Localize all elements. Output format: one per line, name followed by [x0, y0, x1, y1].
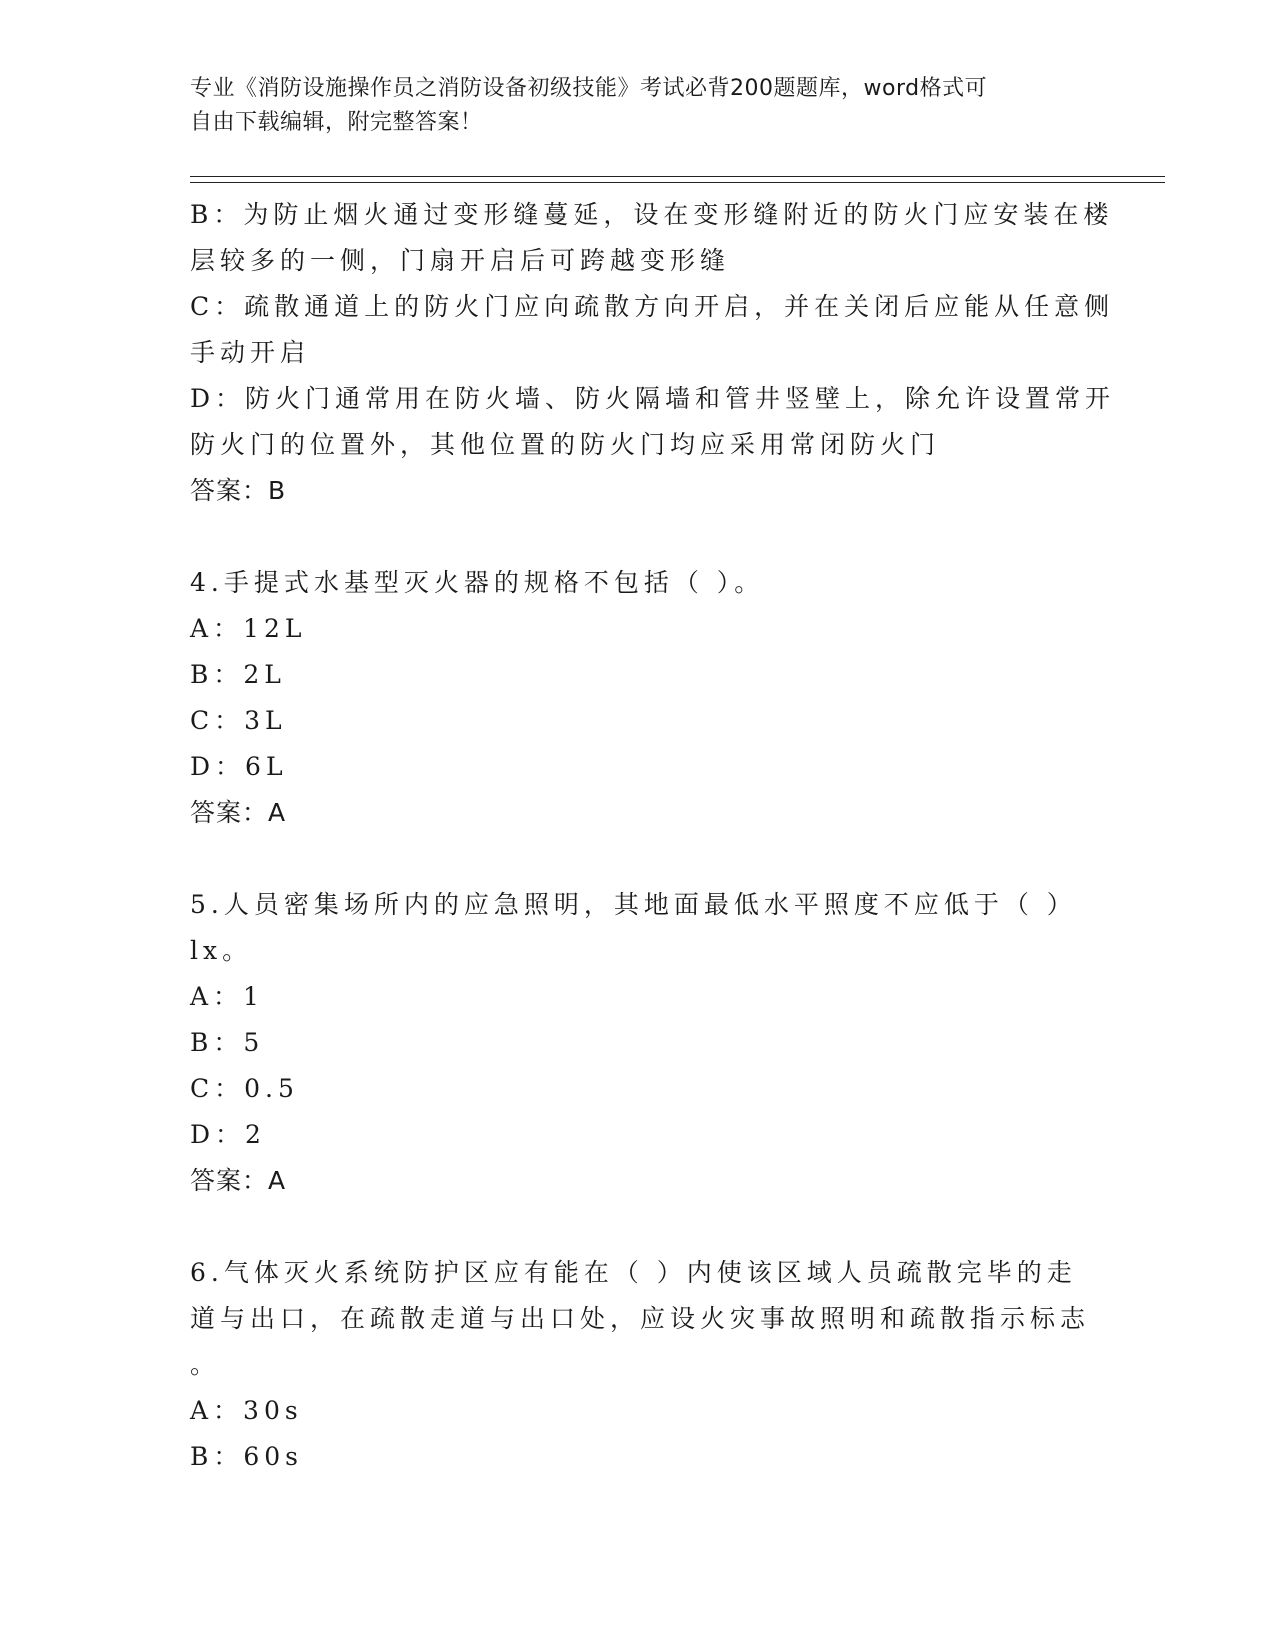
- option-c-line-1: C：疏散通道上的防火门应向疏散方向开启，并在关闭后应能从任意侧: [190, 292, 1115, 321]
- spacer: [190, 1204, 1090, 1250]
- option-b: B：5: [190, 1028, 265, 1057]
- option-a: A：30s: [190, 1396, 303, 1425]
- question-stem-line-1: 5.人员密集场所内的应急照明，其地面最低水平照度不应低于（ ）: [190, 890, 1077, 919]
- option-d: D：6L: [190, 752, 288, 781]
- question-block-6: [190, 1250, 1090, 1480]
- answer-label: 答案：A: [190, 1166, 287, 1195]
- spacer: [190, 836, 1090, 882]
- option-a: A：1: [190, 982, 264, 1011]
- option-c: C：0.5: [190, 1074, 299, 1103]
- question-stem-line-2: 道与出口，在疏散走道与出口处，应设火灾事故照明和疏散指示标志: [190, 1304, 1091, 1333]
- question-stem: 4.手提式水基型灭火器的规格不包括（ ）。: [190, 568, 765, 597]
- option-d-line-1: D：防火门通常用在防火墙、防火隔墙和管井竖壁上，除允许设置常开: [190, 384, 1116, 413]
- option-b: B：60s: [190, 1442, 304, 1471]
- header-line-1: 专业《消防设施操作员之消防设备初级技能》考试必背200题题库，word格式可: [190, 76, 988, 101]
- option-b: B：2L: [190, 660, 286, 689]
- question-list: [190, 192, 1116, 1480]
- option-c-line-2: 手动开启: [190, 338, 311, 367]
- option-b-line-1: B：为防止烟火通过变形缝蔓延，设在变形缝附近的防火门应安装在楼: [190, 200, 1114, 229]
- document-header: [190, 72, 1090, 140]
- header-divider-thick: [190, 176, 1165, 177]
- question-stem-line-2: lx。: [190, 936, 253, 965]
- spacer: [190, 514, 1090, 560]
- header-line-2: 自由下载编辑，附完整答案！: [190, 110, 483, 135]
- question-stem-line-3: 。: [190, 1350, 221, 1379]
- header-divider-thin: [190, 182, 1165, 183]
- question-block-4: [190, 560, 1090, 836]
- question-block-3: [190, 192, 1116, 514]
- question-block-5: [190, 882, 1090, 1204]
- option-d: D：2: [190, 1120, 266, 1149]
- option-c: C：3L: [190, 706, 287, 735]
- option-a: A：12L: [190, 614, 307, 643]
- option-b-line-2: 层较多的一侧，门扇开启后可跨越变形缝: [190, 246, 731, 275]
- answer-label: 答案：A: [190, 798, 287, 827]
- option-d-line-2: 防火门的位置外，其他位置的防火门均应采用常闭防火门: [190, 430, 941, 459]
- question-stem-line-1: 6.气体灭火系统防护区应有能在（ ）内使该区域人员疏散完毕的走: [190, 1258, 1077, 1287]
- answer-label: 答案：B: [190, 476, 287, 505]
